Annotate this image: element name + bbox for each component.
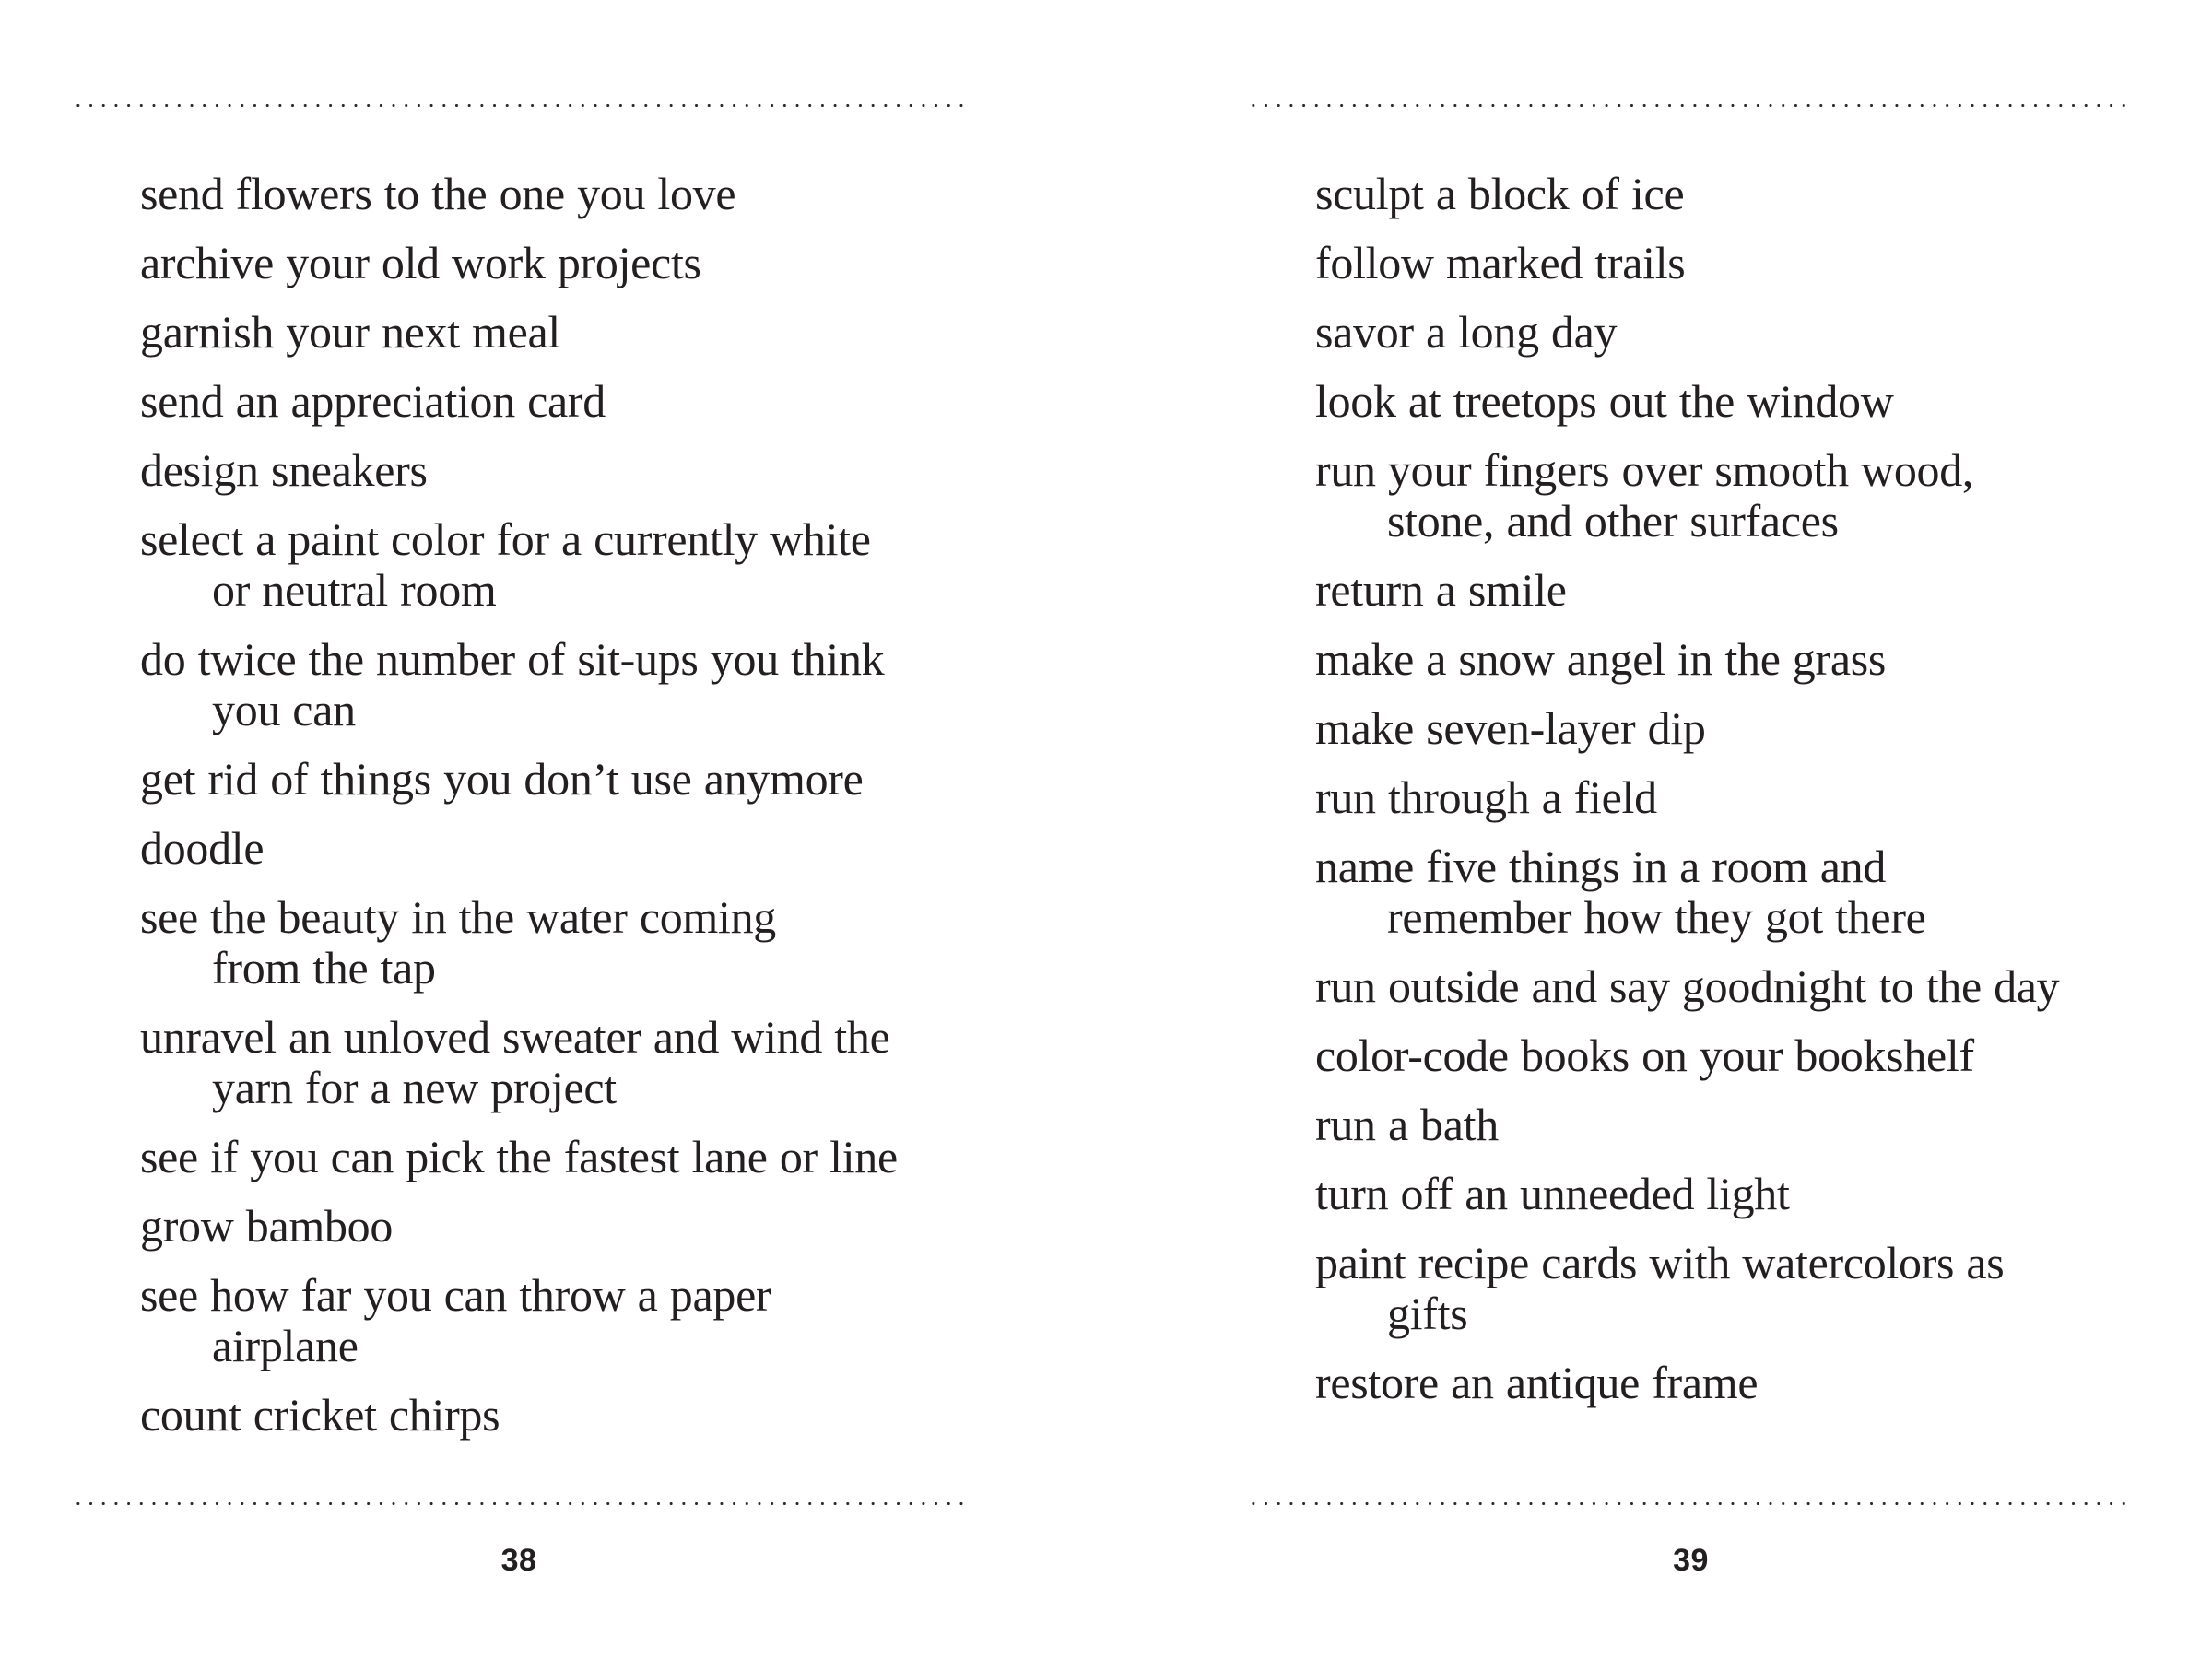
dotted-rule-top-left (72, 103, 966, 108)
list-item (140, 238, 1006, 288)
item-line: get rid of things you don’t use anymore (140, 753, 864, 805)
item-line: see the beauty in the water coming (140, 891, 776, 943)
list-item (1315, 238, 2182, 288)
item-line: see if you can pick the fastest lane or line (140, 1131, 898, 1182)
dotted-rule-bottom-right (1247, 1501, 2135, 1506)
list-item (140, 376, 1006, 427)
list-item (140, 169, 1006, 219)
item-line: send an appreciation card (140, 375, 606, 427)
list-item (1315, 1100, 2182, 1150)
list-item (1315, 1358, 2182, 1408)
item-line: make seven-layer dip (1315, 702, 1706, 754)
item-line-wrapped: gifts (1387, 1288, 1468, 1339)
list-item (1315, 1030, 2182, 1081)
item-line: look at treetops out the window (1315, 375, 1894, 427)
item-line: garnish your next meal (140, 306, 560, 358)
item-line: send flowers to the one you love (140, 168, 736, 219)
item-line: archive your old work projects (140, 237, 701, 288)
list-item (140, 307, 1006, 358)
item-line-wrapped: remember how they got there (1387, 891, 1926, 943)
item-line-wrapped: you can (212, 684, 356, 735)
list-item (140, 1390, 1006, 1441)
list-item (140, 445, 1006, 496)
item-line-wrapped: stone, and other surfaces (1387, 495, 1839, 547)
item-line: color-code books on your bookshelf (1315, 1030, 1974, 1081)
list-item (1315, 565, 2182, 616)
list-item (1315, 376, 2182, 427)
item-line: run outside and say goodnight to the day (1315, 960, 2060, 1012)
page-right (1106, 0, 2212, 1659)
item-line: sculpt a block of ice (1315, 168, 1685, 219)
list-item (1315, 1238, 2182, 1339)
dotted-rule-top-right (1247, 103, 2135, 108)
item-line: restore an antique frame (1315, 1357, 1759, 1408)
list-item (140, 1270, 1006, 1371)
item-line: see how far you can throw a paper (140, 1269, 771, 1321)
item-line: select a paint color for a currently white (140, 513, 871, 565)
item-line-wrapped: or neutral room (212, 564, 497, 616)
item-line: follow marked trails (1315, 237, 1686, 288)
list-item (140, 754, 1006, 805)
list-item (1315, 169, 2182, 219)
item-line: design sneakers (140, 444, 428, 496)
list-item (140, 514, 1006, 616)
item-line: grow bamboo (140, 1200, 394, 1252)
item-line: count cricket chirps (140, 1389, 500, 1441)
list-item (140, 634, 1006, 735)
activity-list-left (140, 169, 1006, 1441)
dotted-rule-bottom-left (72, 1501, 966, 1506)
item-line: name five things in a room and (1315, 841, 1887, 892)
list-item (1315, 961, 2182, 1012)
list-item (140, 1201, 1006, 1252)
item-line: turn off an unneeded light (1315, 1168, 1790, 1219)
list-item (1315, 703, 2182, 754)
item-line: do twice the number of sit-ups you think (140, 633, 885, 685)
item-line: make a snow angel in the grass (1315, 633, 1887, 685)
list-item (1315, 772, 2182, 823)
item-line: paint recipe cards with watercolors as (1315, 1237, 2005, 1288)
list-item (140, 823, 1006, 874)
list-item (140, 1012, 1006, 1113)
activity-list-right (1315, 169, 2182, 1408)
list-item (1315, 634, 2182, 685)
item-line: run a bath (1315, 1099, 1499, 1150)
item-line: run through a field (1315, 771, 1657, 823)
list-item (1315, 1169, 2182, 1219)
item-line-wrapped: airplane (212, 1320, 359, 1371)
item-line: unravel an unloved sweater and wind the (140, 1011, 890, 1063)
item-line-wrapped: yarn for a new project (212, 1062, 617, 1113)
item-line: return a smile (1315, 564, 1567, 616)
list-item (140, 1132, 1006, 1182)
item-line: run your fingers over smooth wood, (1315, 444, 1974, 496)
list-item (1315, 841, 2182, 943)
list-item (140, 892, 1006, 994)
page-number-right: 39 (1673, 1543, 1709, 1578)
list-item (1315, 307, 2182, 358)
item-line: doodle (140, 822, 265, 874)
item-line: savor a long day (1315, 306, 1618, 358)
list-item (1315, 445, 2182, 547)
page-number-left: 38 (500, 1543, 537, 1578)
item-line-wrapped: from the tap (212, 942, 436, 994)
